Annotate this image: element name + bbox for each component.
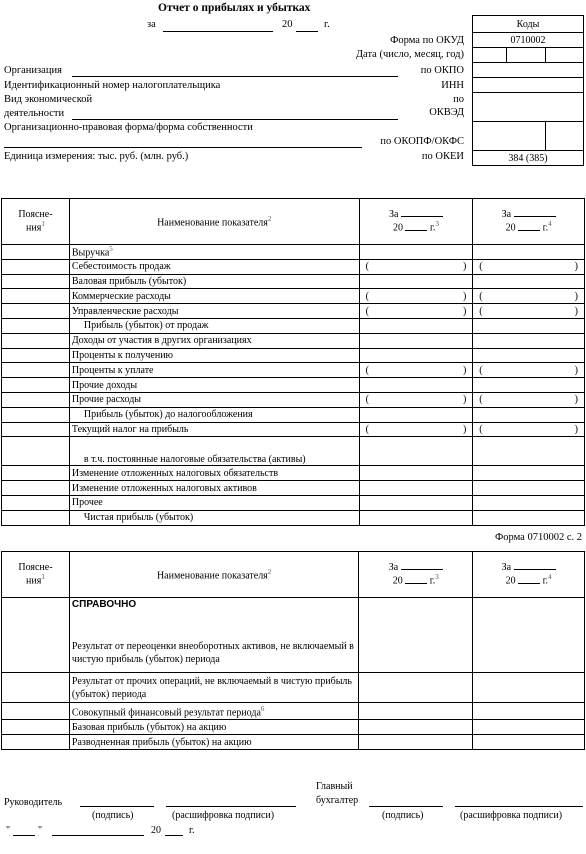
paren-wrapper <box>475 291 582 302</box>
value-cell[interactable] <box>359 304 473 319</box>
value-cell[interactable] <box>359 407 473 422</box>
value-cell[interactable] <box>473 378 585 393</box>
ref-period2-line[interactable] <box>514 569 556 570</box>
row-label: Прочие расходы <box>71 394 142 406</box>
value-cell[interactable] <box>359 703 473 720</box>
ref-notes-header-line2: ния <box>26 575 42 587</box>
okpo-value[interactable] <box>473 63 584 78</box>
paren-close: ) <box>462 290 467 302</box>
activity-label-1: Вид экономической <box>4 94 93 105</box>
accountant-signature-caption: (подпись) <box>382 810 424 821</box>
notes-cell[interactable] <box>2 422 70 437</box>
income-statement-table <box>1 198 585 526</box>
row-label: Себестоимость продаж <box>71 261 171 273</box>
ref-period1-header <box>359 552 473 598</box>
accountant-decode-caption: (расшифровка подписи) <box>460 810 563 821</box>
value-cell[interactable] <box>473 245 585 260</box>
date-quote-close: " <box>38 825 43 836</box>
paren-close: ) <box>574 394 578 406</box>
period1-year-suffix: г. <box>429 222 436 234</box>
value-cell[interactable] <box>359 348 473 363</box>
value-cell[interactable] <box>359 274 473 289</box>
paren-wrapper <box>362 365 471 376</box>
ref-period1-sup: 3 <box>435 573 439 582</box>
table-row <box>2 304 585 319</box>
paren-open: ( <box>479 290 483 302</box>
value-cell[interactable] <box>359 422 473 437</box>
notes-cell[interactable] <box>2 245 70 260</box>
ref-period1-year-line[interactable] <box>405 583 427 584</box>
head-decode-caption: (расшифровка подписи) <box>172 810 275 821</box>
row-label: Коммерческие расходы <box>71 290 171 302</box>
value-cell[interactable] <box>473 495 585 510</box>
table-row <box>2 495 585 510</box>
notes-cell[interactable] <box>2 318 70 333</box>
ref-name-sup: 2 <box>267 567 272 576</box>
okpo-label: по ОКПО <box>420 65 464 76</box>
value-cell[interactable] <box>473 304 585 319</box>
table-row <box>2 259 585 274</box>
value-cell[interactable] <box>359 259 473 274</box>
name-sup: 2 <box>267 214 272 223</box>
value-cell[interactable] <box>473 392 585 407</box>
period-year-line[interactable] <box>296 31 318 32</box>
value-cell[interactable] <box>473 348 585 363</box>
inn-label: ИНН <box>441 80 464 91</box>
notes-header <box>2 199 70 245</box>
row-label-cell <box>69 422 359 437</box>
row-sup: 6 <box>260 705 265 713</box>
table-row <box>2 348 585 363</box>
row-label: Результат от прочих операций, не включаемый в чистую прибыль (убыток) периода <box>71 675 352 700</box>
paren-wrapper <box>362 261 471 272</box>
accountant-signature-line[interactable] <box>369 806 443 807</box>
period1-header <box>359 199 473 245</box>
date-month-cell[interactable] <box>507 48 546 63</box>
row-label-cell <box>69 392 359 407</box>
paren-close: ) <box>462 305 467 317</box>
head-signature-caption: (подпись) <box>92 810 134 821</box>
period2-year-line[interactable] <box>518 230 540 231</box>
head-signature-line[interactable] <box>80 806 154 807</box>
legal-form-input-line[interactable] <box>4 147 362 148</box>
row-label: Проценты к получению <box>71 349 174 361</box>
ref-period1-for: За <box>388 562 399 574</box>
table-row <box>2 392 585 407</box>
value-cell[interactable] <box>473 720 585 735</box>
legal-form-label: Организационно-правовая форма/форма собственности <box>4 122 253 133</box>
okopf-label: по ОКОПФ/ОКФС <box>380 136 464 147</box>
okei-label: по ОКЕИ <box>421 151 464 162</box>
paren-close: ) <box>462 261 467 273</box>
period2-for: За <box>501 209 512 221</box>
value-cell[interactable] <box>359 245 473 260</box>
row-label: в т.ч. постоянные налоговые обязательства (активы) <box>83 454 306 466</box>
date-quote-open: " <box>6 825 11 836</box>
value-cell[interactable] <box>359 333 473 348</box>
period2-year-prefix: 20 <box>505 222 516 234</box>
paren-close: ) <box>462 364 467 376</box>
row-label: Изменение отложенных налоговых обязательств <box>71 467 279 479</box>
period-for-label: за <box>147 19 156 30</box>
ref-heading-cell <box>69 598 358 673</box>
table-row <box>2 466 585 481</box>
period1-for: За <box>388 209 399 221</box>
row-label: Разводненная прибыль (убыток) на акцию <box>71 736 252 748</box>
head-label: Руководитель <box>4 797 63 808</box>
period2-sup: 4 <box>548 220 552 229</box>
value-cell[interactable] <box>359 495 473 510</box>
row-label: Управленческие расходы <box>71 305 179 317</box>
notes-cell[interactable] <box>2 510 70 525</box>
table-row <box>2 333 585 348</box>
notes-cell[interactable] <box>2 378 70 393</box>
ref-period2-for: За <box>501 562 512 574</box>
table-row <box>2 378 585 393</box>
period-year-suffix: г. <box>324 19 330 30</box>
value-cell[interactable] <box>359 735 473 750</box>
row-label-cell <box>69 304 359 319</box>
ref-period2-year-suffix: г. <box>542 575 549 587</box>
notes-cell[interactable] <box>2 259 70 274</box>
paren-open: ( <box>479 305 483 317</box>
date-year-suffix: г. <box>189 825 195 836</box>
date-day-line[interactable] <box>13 835 35 836</box>
ref-period1-line[interactable] <box>401 569 443 570</box>
notes-cell[interactable] <box>2 735 70 750</box>
paren-close: ) <box>574 364 578 376</box>
paren-close: ) <box>574 423 578 435</box>
ref-value-cell[interactable] <box>359 598 473 673</box>
table-row <box>2 481 585 496</box>
value-cell[interactable] <box>473 735 585 750</box>
paren-wrapper <box>475 306 582 317</box>
value-cell[interactable] <box>359 481 473 496</box>
value-cell[interactable] <box>473 274 585 289</box>
paren-close: ) <box>462 394 467 406</box>
row-label: Выручка <box>71 247 110 259</box>
row-label-cell <box>69 735 358 750</box>
row-label-cell <box>69 481 359 496</box>
org-label: Организация <box>4 65 62 76</box>
row-label-cell <box>69 437 359 466</box>
value-cell[interactable] <box>473 363 585 378</box>
org-input-line[interactable] <box>72 76 398 77</box>
paren-wrapper <box>475 394 582 405</box>
paren-open: ( <box>365 305 369 317</box>
value-cell[interactable] <box>359 673 473 703</box>
okopf-value[interactable] <box>473 122 546 151</box>
ref-name-header <box>69 552 358 598</box>
value-cell[interactable] <box>473 333 585 348</box>
activity-label-2: деятельности <box>4 108 65 119</box>
date-year-prefix: 20 <box>151 825 161 836</box>
notes-cell[interactable] <box>2 703 70 720</box>
value-cell[interactable] <box>473 481 585 496</box>
table-row <box>2 437 585 466</box>
ref-period2-year-prefix: 20 <box>505 575 516 587</box>
value-cell[interactable] <box>359 510 473 525</box>
paren-open: ( <box>365 394 369 406</box>
value-cell[interactable] <box>473 318 585 333</box>
ref-period2-header <box>473 552 585 598</box>
value-cell[interactable] <box>359 437 473 466</box>
paren-close: ) <box>574 305 578 317</box>
row-label: Изменение отложенных налоговых активов <box>71 482 257 494</box>
notes-cell[interactable] <box>2 407 70 422</box>
paren-wrapper <box>475 261 582 272</box>
row-label: Проценты к уплате <box>71 364 154 376</box>
ref-notes-header <box>2 552 70 598</box>
notes-cell[interactable] <box>2 363 70 378</box>
row-label: Чистая прибыль (убыток) <box>83 512 194 524</box>
value-cell[interactable] <box>473 259 585 274</box>
notes-cell[interactable] <box>2 392 70 407</box>
row-label-cell <box>69 378 359 393</box>
value-cell[interactable] <box>473 407 585 422</box>
row-label-cell <box>69 510 359 525</box>
value-cell[interactable] <box>359 289 473 304</box>
row-label-cell <box>69 466 359 481</box>
notes-cell[interactable] <box>2 304 70 319</box>
value-cell[interactable] <box>473 422 585 437</box>
period2-year-suffix: г. <box>542 222 549 234</box>
row-label: Доходы от участия в других организациях <box>71 335 252 347</box>
period2-header <box>473 199 585 245</box>
paren-open: ( <box>479 364 483 376</box>
paren-open: ( <box>479 261 483 273</box>
table-row <box>2 703 585 720</box>
activity-input-line[interactable] <box>72 119 398 120</box>
name-header-text: Наименование показателя <box>157 217 268 229</box>
report-title: Отчет о прибылях и убытках <box>158 2 311 14</box>
paren-wrapper <box>362 291 471 302</box>
table-row <box>2 720 585 735</box>
codes-title: Коды <box>473 16 584 33</box>
period2-line[interactable] <box>514 216 556 217</box>
okud-label: Форма по ОКУД <box>390 35 464 46</box>
inn-field-label: Идентификационный номер налогоплательщика <box>4 80 221 91</box>
period1-line[interactable] <box>401 216 443 217</box>
period1-year-line[interactable] <box>405 230 427 231</box>
okved-label-1: по <box>453 94 464 105</box>
value-cell[interactable] <box>359 318 473 333</box>
table-row <box>2 274 585 289</box>
value-cell[interactable] <box>473 510 585 525</box>
row-label-cell <box>69 274 359 289</box>
row-label-cell <box>69 333 359 348</box>
table-row <box>2 673 585 703</box>
paren-wrapper <box>475 424 582 435</box>
okved-label-2: ОКВЭД <box>429 107 464 118</box>
paren-open: ( <box>479 423 483 435</box>
ref-value-cell[interactable] <box>473 598 585 673</box>
date-day-cell[interactable] <box>473 48 507 63</box>
notes-cell[interactable] <box>2 673 70 703</box>
ref-period2-sup: 4 <box>548 573 552 582</box>
head-decode-line[interactable] <box>166 806 296 807</box>
value-cell[interactable] <box>473 289 585 304</box>
row-label: Базовая прибыль (убыток) на акцию <box>71 721 227 733</box>
date-year-line[interactable] <box>165 835 183 836</box>
paren-close: ) <box>462 423 467 435</box>
inn-value[interactable] <box>473 78 584 93</box>
notes-sup: 1 <box>41 220 45 229</box>
row-label: Прибыль (убыток) от продаж <box>83 320 209 332</box>
notes-header-line1: Поясне- <box>18 209 53 221</box>
row-label-cell <box>69 673 358 703</box>
table-row <box>2 363 585 378</box>
accountant-label-1: Главный <box>316 781 353 792</box>
row-label: Совокупный финансовый результат периода <box>71 707 261 719</box>
table-row <box>2 289 585 304</box>
value-cell[interactable] <box>359 720 473 735</box>
row-sup: 5 <box>109 245 113 254</box>
paren-open: ( <box>365 261 369 273</box>
notes-cell[interactable] <box>2 289 70 304</box>
okfs-value[interactable] <box>546 122 584 151</box>
notes-cell[interactable] <box>2 720 70 735</box>
table-row <box>2 735 585 750</box>
okei-value: 384 (385) <box>473 151 584 166</box>
row-label: Валовая прибыль (убыток) <box>71 275 187 287</box>
paren-wrapper <box>362 394 471 405</box>
date-label: Дата (число, месяц, год) <box>355 49 464 60</box>
row-label-cell <box>69 495 359 510</box>
row-label: Прибыль (убыток) до налогообложения <box>83 409 253 421</box>
row-label: Прочие доходы <box>71 379 138 391</box>
row-label-cell <box>69 703 358 720</box>
reference-table <box>1 551 585 750</box>
row-label-cell <box>69 720 358 735</box>
ref-name-header-text: Наименование показателя <box>156 570 268 582</box>
row-label-cell <box>69 407 359 422</box>
okud-value: 0710002 <box>473 33 584 48</box>
value-cell[interactable] <box>359 466 473 481</box>
ref-notes-sup: 1 <box>41 573 45 582</box>
codes-box <box>472 15 584 166</box>
notes-cell[interactable] <box>2 274 70 289</box>
date-month-line[interactable] <box>52 835 144 836</box>
notes-cell[interactable] <box>2 437 70 466</box>
paren-wrapper <box>362 424 471 435</box>
name-header <box>69 199 359 245</box>
paren-wrapper <box>362 306 471 317</box>
row-label-cell <box>69 363 359 378</box>
period-year-prefix: 20 <box>282 19 293 30</box>
paren-open: ( <box>479 394 483 406</box>
ref-period1-year-prefix: 20 <box>392 575 403 587</box>
ref-notes-cell[interactable] <box>2 598 70 673</box>
ref-notes-header-line1: Поясне- <box>18 562 53 574</box>
table-row <box>2 422 585 437</box>
okved-value[interactable] <box>473 93 584 122</box>
value-cell[interactable] <box>473 437 585 466</box>
value-cell[interactable] <box>473 466 585 481</box>
table-row <box>2 318 585 333</box>
paren-open: ( <box>365 423 369 435</box>
period1-sup: 3 <box>435 220 439 229</box>
table-row <box>2 245 585 260</box>
row-label: Прочее <box>71 497 103 509</box>
notes-header-line2: ния <box>26 222 42 234</box>
paren-open: ( <box>365 364 369 376</box>
table-row <box>2 407 585 422</box>
paren-close: ) <box>574 290 578 302</box>
notes-cell[interactable] <box>2 348 70 363</box>
paren-close: ) <box>574 261 578 273</box>
row-label-cell <box>69 348 359 363</box>
unit-label: Единица измерения: тыс. руб. (млн. руб.) <box>4 151 189 162</box>
notes-cell[interactable] <box>2 333 70 348</box>
row-label: Текущий налог на прибыль <box>71 423 189 435</box>
notes-cell[interactable] <box>2 495 70 510</box>
paren-wrapper <box>475 365 582 376</box>
value-cell[interactable] <box>359 363 473 378</box>
notes-cell[interactable] <box>2 466 70 481</box>
accountant-label-2: бухгалтер <box>316 795 359 806</box>
accountant-decode-line[interactable] <box>455 806 583 807</box>
row-label-cell <box>69 318 359 333</box>
period-input-line[interactable] <box>163 31 273 32</box>
table-row <box>2 510 585 525</box>
row-label-cell <box>69 259 359 274</box>
value-cell[interactable] <box>473 703 585 720</box>
value-cell[interactable] <box>473 673 585 703</box>
value-cell[interactable] <box>359 392 473 407</box>
ref-period1-year-suffix: г. <box>429 575 436 587</box>
period1-year-prefix: 20 <box>392 222 403 234</box>
ref-row-label: Результат от переоценки внеоборотных активов, не включаемый в чистую прибыль (убыток) периода <box>71 641 354 665</box>
date-year-cell[interactable] <box>546 48 584 63</box>
value-cell[interactable] <box>359 378 473 393</box>
ref-heading: СПРАВОЧНО <box>71 599 137 610</box>
page2-label: Форма 0710002 с. 2 <box>494 532 582 543</box>
row-label-cell <box>69 289 359 304</box>
notes-cell[interactable] <box>2 481 70 496</box>
row-label-cell <box>69 245 359 260</box>
paren-open: ( <box>365 290 369 302</box>
ref-period2-year-line[interactable] <box>518 583 540 584</box>
